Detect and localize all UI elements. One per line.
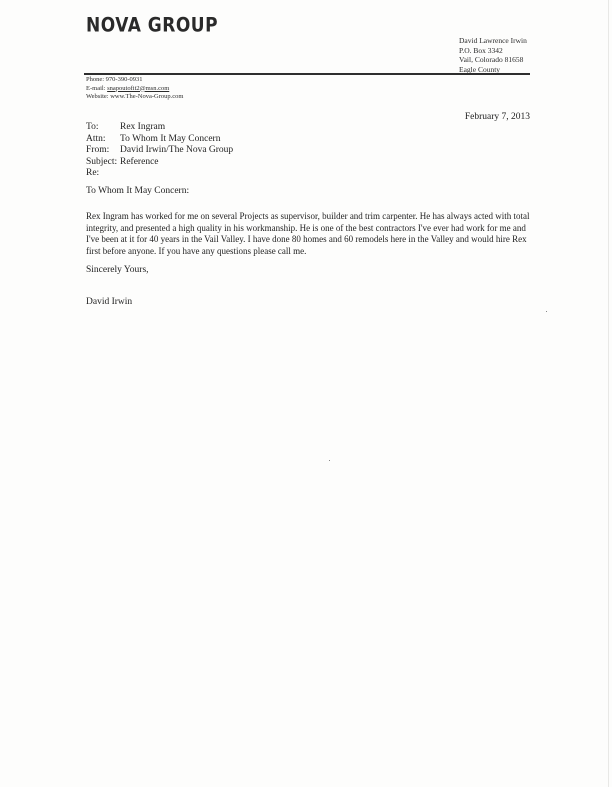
- memo-re-row: [86, 168, 233, 180]
- memo-subject-value: Reference: [120, 156, 159, 167]
- memo-attn-row: [86, 134, 233, 146]
- memo-re-label: Re:: [86, 168, 100, 178]
- memo-to-value: Rex Ingram: [120, 122, 166, 132]
- memo-subject-row: [86, 157, 233, 169]
- memo-from-row: [86, 145, 233, 157]
- scan-speck: [329, 460, 330, 461]
- letterhead-divider: [84, 73, 530, 75]
- sender-po-box: P.O. Box 3342: [459, 45, 503, 55]
- memo-attn-label: Attn:: [86, 133, 106, 144]
- scan-speck: [546, 311, 547, 312]
- sender-address: [459, 36, 527, 74]
- scan-edge: [608, 0, 609, 787]
- signature: David Irwin: [86, 297, 133, 307]
- closing: Sincerely Yours,: [86, 265, 149, 275]
- body-paragraph: Rex Ingram has worked for me on several Projects as supervisor, builder and trim carpenter. He has always acted with total integrity, and presented a high quality in his workmanship. He is one of the best contractors I've ever had work for me and I've been at it for 40 years in the Vail Valley. I have done 80 homes and 60 remodels here in the Valley and would hire Rex first before anyone. If you have any questions please call me.: [86, 211, 530, 256]
- sender-county: Eagle County: [459, 64, 501, 74]
- memo-from-label: From:: [86, 145, 110, 155]
- salutation: To Whom It May Concern:: [86, 186, 190, 196]
- memo-to-row: [86, 122, 233, 134]
- contact-email[interactable]: snapoutofit2@msn.com: [107, 84, 170, 92]
- memo-subject-label: Subject:: [86, 156, 118, 167]
- memo-from-value: David Irwin/The Nova Group: [120, 145, 234, 155]
- contact-phone: Phone: 970-390-0931: [86, 76, 143, 83]
- memo-to-label: To:: [86, 122, 99, 132]
- letter-date: February 7, 2013: [464, 112, 530, 122]
- sender-city: Vail, Colorado 81658: [459, 55, 524, 64]
- contact-website: Website: www.The-Nova-Group.com: [86, 93, 184, 100]
- company-logo: NOVA GROUP: [86, 14, 219, 37]
- memo-header: [86, 122, 233, 180]
- contact-block: [86, 76, 183, 102]
- sender-name: David Lawrence Irwin: [459, 36, 527, 45]
- contact-email-line: [86, 85, 183, 94]
- memo-attn-value: To Whom It May Concern: [120, 133, 221, 144]
- contact-email-label: E-mail:: [86, 84, 108, 92]
